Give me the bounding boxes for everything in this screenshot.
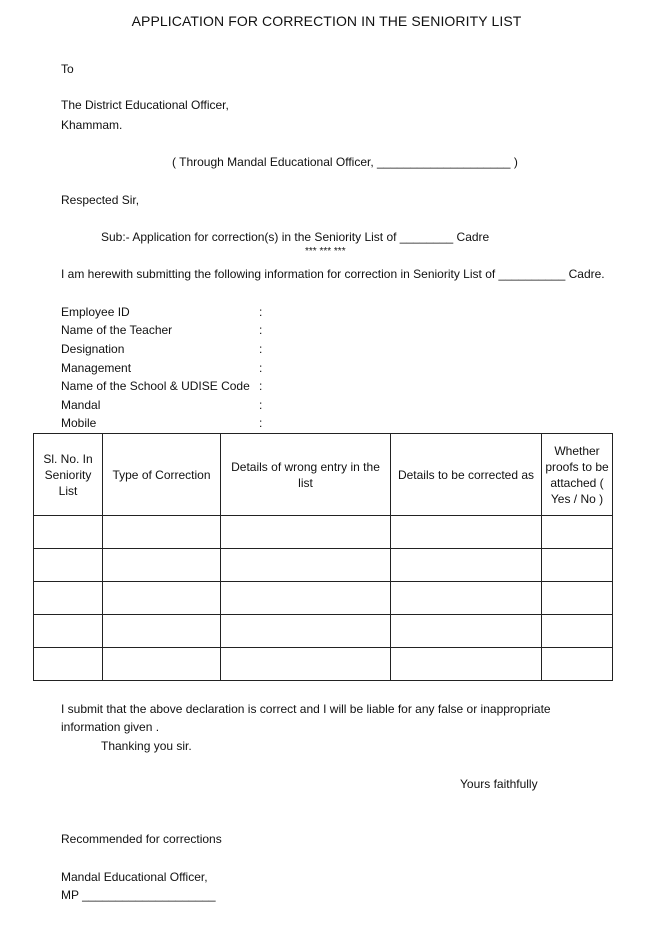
table-row [34, 516, 613, 549]
table-row [34, 615, 613, 648]
meo-line-2: MP ____________________ [61, 888, 216, 902]
table-row [34, 549, 613, 582]
table-cell[interactable] [542, 516, 613, 549]
field-label: Designation [61, 342, 125, 356]
table-cell[interactable] [103, 582, 221, 615]
field-colon: : [259, 416, 263, 430]
table-cell[interactable] [34, 516, 103, 549]
subject-line: Sub:- Application for correction(s) in the Seniority List of ________ Cadre [101, 230, 490, 244]
page-title: APPLICATION FOR CORRECTION IN THE SENIORITY LIST [131, 13, 522, 29]
table-cell[interactable] [542, 615, 613, 648]
field-colon: : [259, 323, 263, 337]
header-to-be-corrected: Details to be corrected as [391, 434, 542, 516]
declaration-line-2: information given . [61, 720, 160, 734]
field-label: Mobile [61, 416, 97, 430]
table-cell[interactable] [34, 648, 103, 681]
header-wrong-entry: Details of wrong entry in the list [221, 434, 391, 516]
table-cell[interactable] [103, 615, 221, 648]
header-proofs: Whether proofs to be attached ( Yes / No ) [542, 434, 613, 516]
table-cell[interactable] [391, 582, 542, 615]
table-cell[interactable] [221, 648, 391, 681]
declaration-line-1: I submit that the above declaration is correct and I will be liable for any false or inappropriate [61, 702, 551, 716]
header-type-of-correction: Type of Correction [103, 434, 221, 516]
table-cell[interactable] [34, 582, 103, 615]
recommended-line: Recommended for corrections [61, 832, 222, 846]
to-label: To [61, 62, 74, 76]
table-cell[interactable] [34, 615, 103, 648]
table-cell[interactable] [542, 549, 613, 582]
table-header-row [34, 434, 613, 516]
field-colon: : [259, 379, 263, 393]
table-cell[interactable] [34, 549, 103, 582]
table-cell[interactable] [542, 648, 613, 681]
thanking-line: Thanking you sir. [101, 739, 192, 753]
header-sl-no: Sl. No. In Seniority List [34, 434, 103, 516]
intro-line: I am herewith submitting the following information for correction in Seniority List of __________ Cadre. [61, 267, 605, 281]
field-label: Employee ID [61, 305, 130, 319]
closing: Yours faithfully [460, 777, 538, 791]
field-colon: : [259, 361, 263, 375]
table-cell[interactable] [221, 516, 391, 549]
table-cell[interactable] [103, 516, 221, 549]
field-colon: : [259, 305, 263, 319]
table-cell[interactable] [103, 549, 221, 582]
table-cell[interactable] [391, 516, 542, 549]
table-row [34, 648, 613, 681]
stars-separator: *** *** *** [305, 246, 346, 257]
table-cell[interactable] [391, 549, 542, 582]
table-row [34, 582, 613, 615]
table-cell[interactable] [221, 582, 391, 615]
field-label: Name of the School & UDISE Code [61, 379, 250, 393]
table-cell[interactable] [221, 615, 391, 648]
table-cell[interactable] [391, 648, 542, 681]
field-colon: : [259, 398, 263, 412]
through-line: ( Through Mandal Educational Officer, ____________________ ) [172, 155, 518, 169]
salutation: Respected Sir, [61, 193, 140, 207]
address-line-1: The District Educational Officer, [61, 98, 229, 112]
field-label: Name of the Teacher [61, 323, 173, 337]
field-label: Mandal [61, 398, 101, 412]
field-colon: : [259, 342, 263, 356]
field-label: Management [61, 361, 132, 375]
table-cell[interactable] [542, 582, 613, 615]
table-cell[interactable] [221, 549, 391, 582]
table-cell[interactable] [103, 648, 221, 681]
address-line-2: Khammam. [61, 118, 123, 132]
correction-table [33, 433, 613, 681]
meo-line-1: Mandal Educational Officer, [61, 870, 208, 884]
table-cell[interactable] [391, 615, 542, 648]
